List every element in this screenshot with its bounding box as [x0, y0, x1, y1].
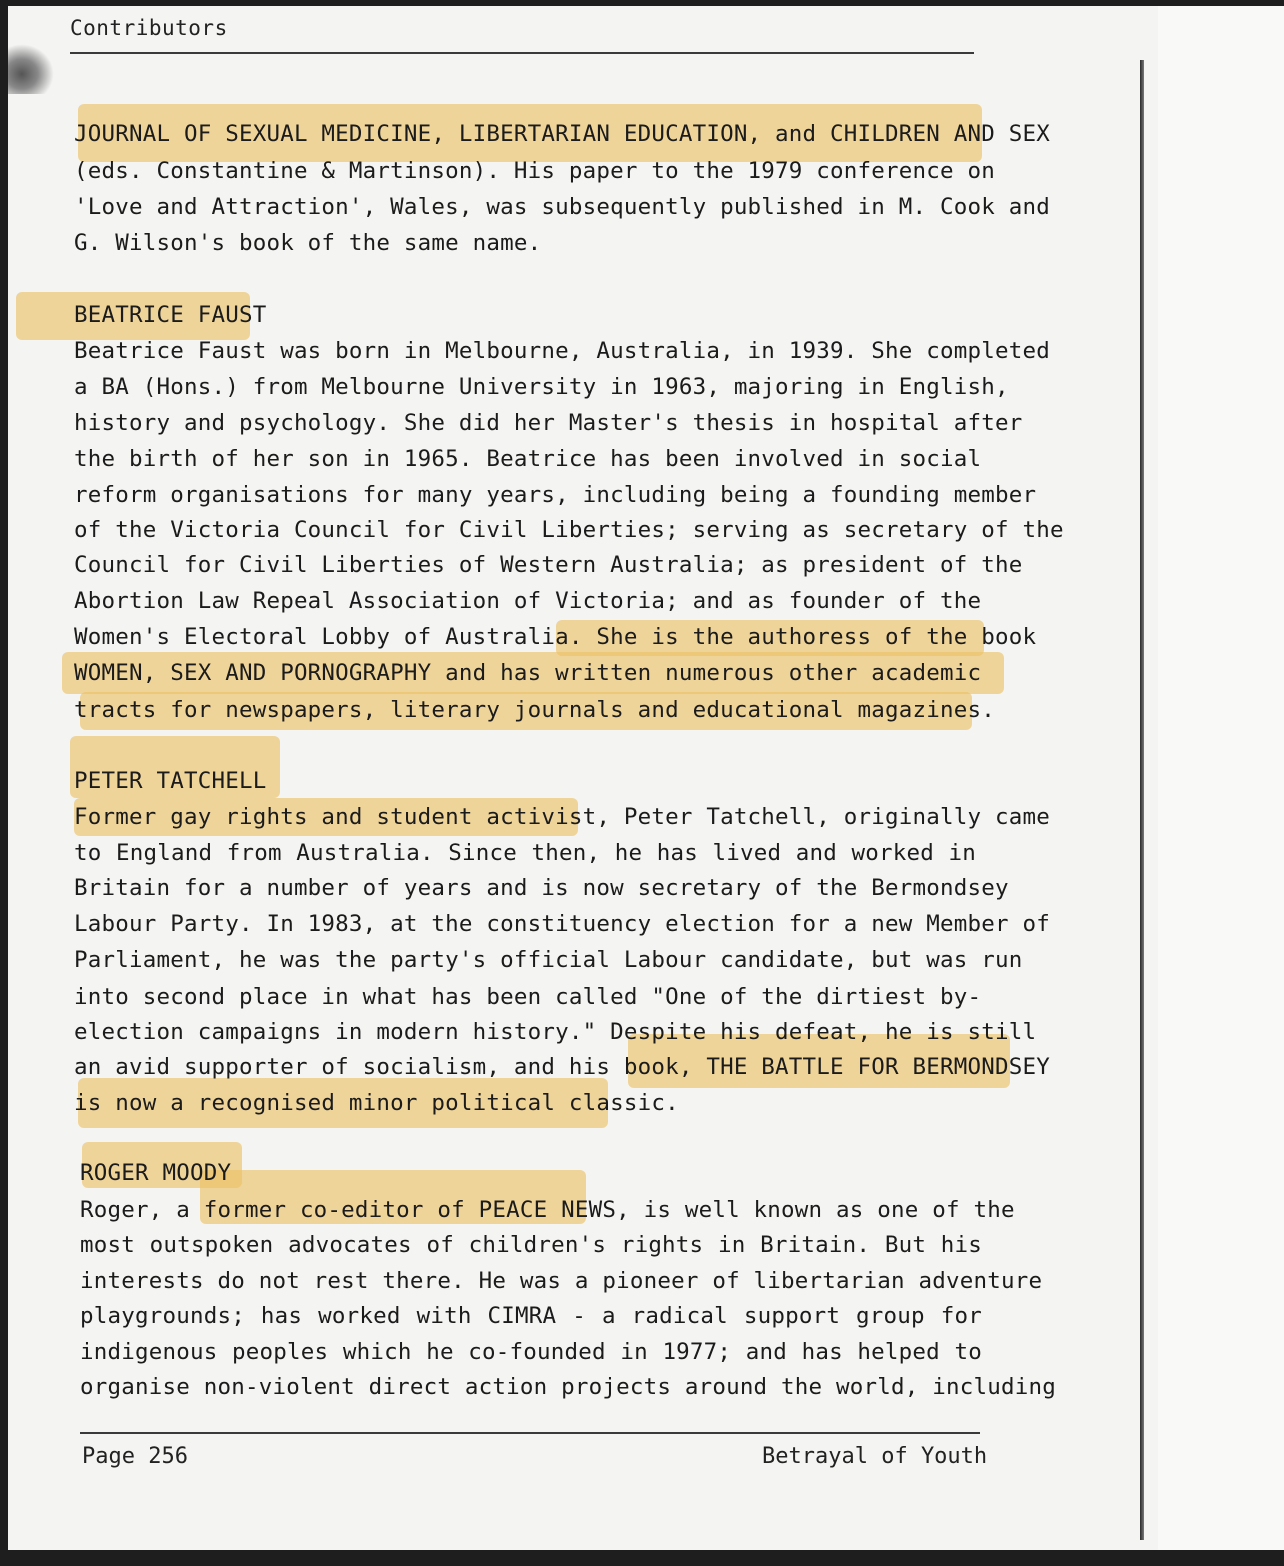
text-line: Labour Party. In 1983, at the constituency election for a new Member of [74, 911, 1050, 937]
text-line: JOURNAL OF SEXUAL MEDICINE, LIBERTARIAN EDUCATION, and CHILDREN AND SEX [74, 121, 1050, 147]
viewer-bottom-bar [0, 1550, 1284, 1566]
text-line: (eds. Constantine & Martinson). His paper to the 1979 conference on [74, 158, 995, 184]
contributor-name: ROGER MOODY [80, 1160, 232, 1186]
text-line: tracts for newspapers, literary journals and educational magazines. [74, 697, 995, 723]
page-number: Page 256 [82, 1444, 188, 1469]
adjacent-page-edge [1158, 6, 1284, 1550]
text-line: of the Victoria Council for Civil Liberties; serving as secretary of the [74, 517, 1064, 543]
text-line: WOMEN, SEX AND PORNOGRAPHY and has written numerous other academic [74, 660, 982, 686]
text-line: the birth of her son in 1965. Beatrice has been involved in social [74, 446, 982, 472]
text-line: indigenous peoples which he co-founded in 1977; and has helped to [80, 1339, 982, 1365]
text-line: into second place in what has been called "One of the dirtiest by- [74, 984, 982, 1010]
text-line: Former gay rights and student activist, Peter Tatchell, originally came [74, 804, 1050, 830]
text-line: playgrounds; has worked with CIMRA - a radical support group for [80, 1303, 982, 1329]
text-line: Council for Civil Liberties of Western Australia; as president of the [74, 552, 1023, 578]
text-line: an avid supporter of socialism, and his book, THE BATTLE FOR BERMONDSEY [74, 1054, 1050, 1080]
corner-smudge [8, 44, 54, 94]
footer-rule [80, 1432, 980, 1434]
text-line: reform organisations for many years, including being a founding member [74, 482, 1037, 508]
text-line: most outspoken advocates of children's rights in Britain. But his [80, 1232, 982, 1258]
text-line: Beatrice Faust was born in Melbourne, Australia, in 1939. She completed [74, 338, 1050, 364]
text-line: history and psychology. She did her Master's thesis in hospital after [74, 410, 1023, 436]
text-line: G. Wilson's book of the same name. [74, 230, 542, 256]
header-rule [70, 52, 974, 54]
text-line: organise non-violent direct action projects around the world, including [80, 1374, 1056, 1400]
book-title: Betrayal of Youth [762, 1444, 988, 1469]
section-header: Contributors [70, 16, 228, 40]
text-line: a BA (Hons.) from Melbourne University in 1963, majoring in English, [74, 374, 1009, 400]
text-line: Abortion Law Repeal Association of Victoria; and as founder of the [74, 588, 982, 614]
text-line: Women's Electoral Lobby of Australia. She is the authoress of the book [74, 624, 1037, 650]
text-line: election campaigns in modern history." Despite his defeat, he is still [74, 1019, 1037, 1045]
text-line: Roger, a former co-editor of PEACE NEWS, is well known as one of the [80, 1197, 1015, 1223]
text-line: to England from Australia. Since then, he has lived and worked in [74, 840, 976, 866]
text-line: interests do not rest there. He was a pioneer of libertarian adventure [80, 1268, 1043, 1294]
text-line: Britain for a number of years and is now secretary of the Bermondsey [74, 875, 1009, 901]
contributor-name: PETER TATCHELL [74, 768, 267, 794]
text-line: 'Love and Attraction', Wales, was subsequently published in M. Cook and [74, 194, 1050, 220]
page-fold-shadow [1140, 60, 1144, 1540]
text-line: Parliament, he was the party's official Labour candidate, but was run [74, 947, 1023, 973]
text-line: is now a recognised minor political classic. [74, 1090, 679, 1116]
contributor-name: BEATRICE FAUST [74, 302, 267, 328]
